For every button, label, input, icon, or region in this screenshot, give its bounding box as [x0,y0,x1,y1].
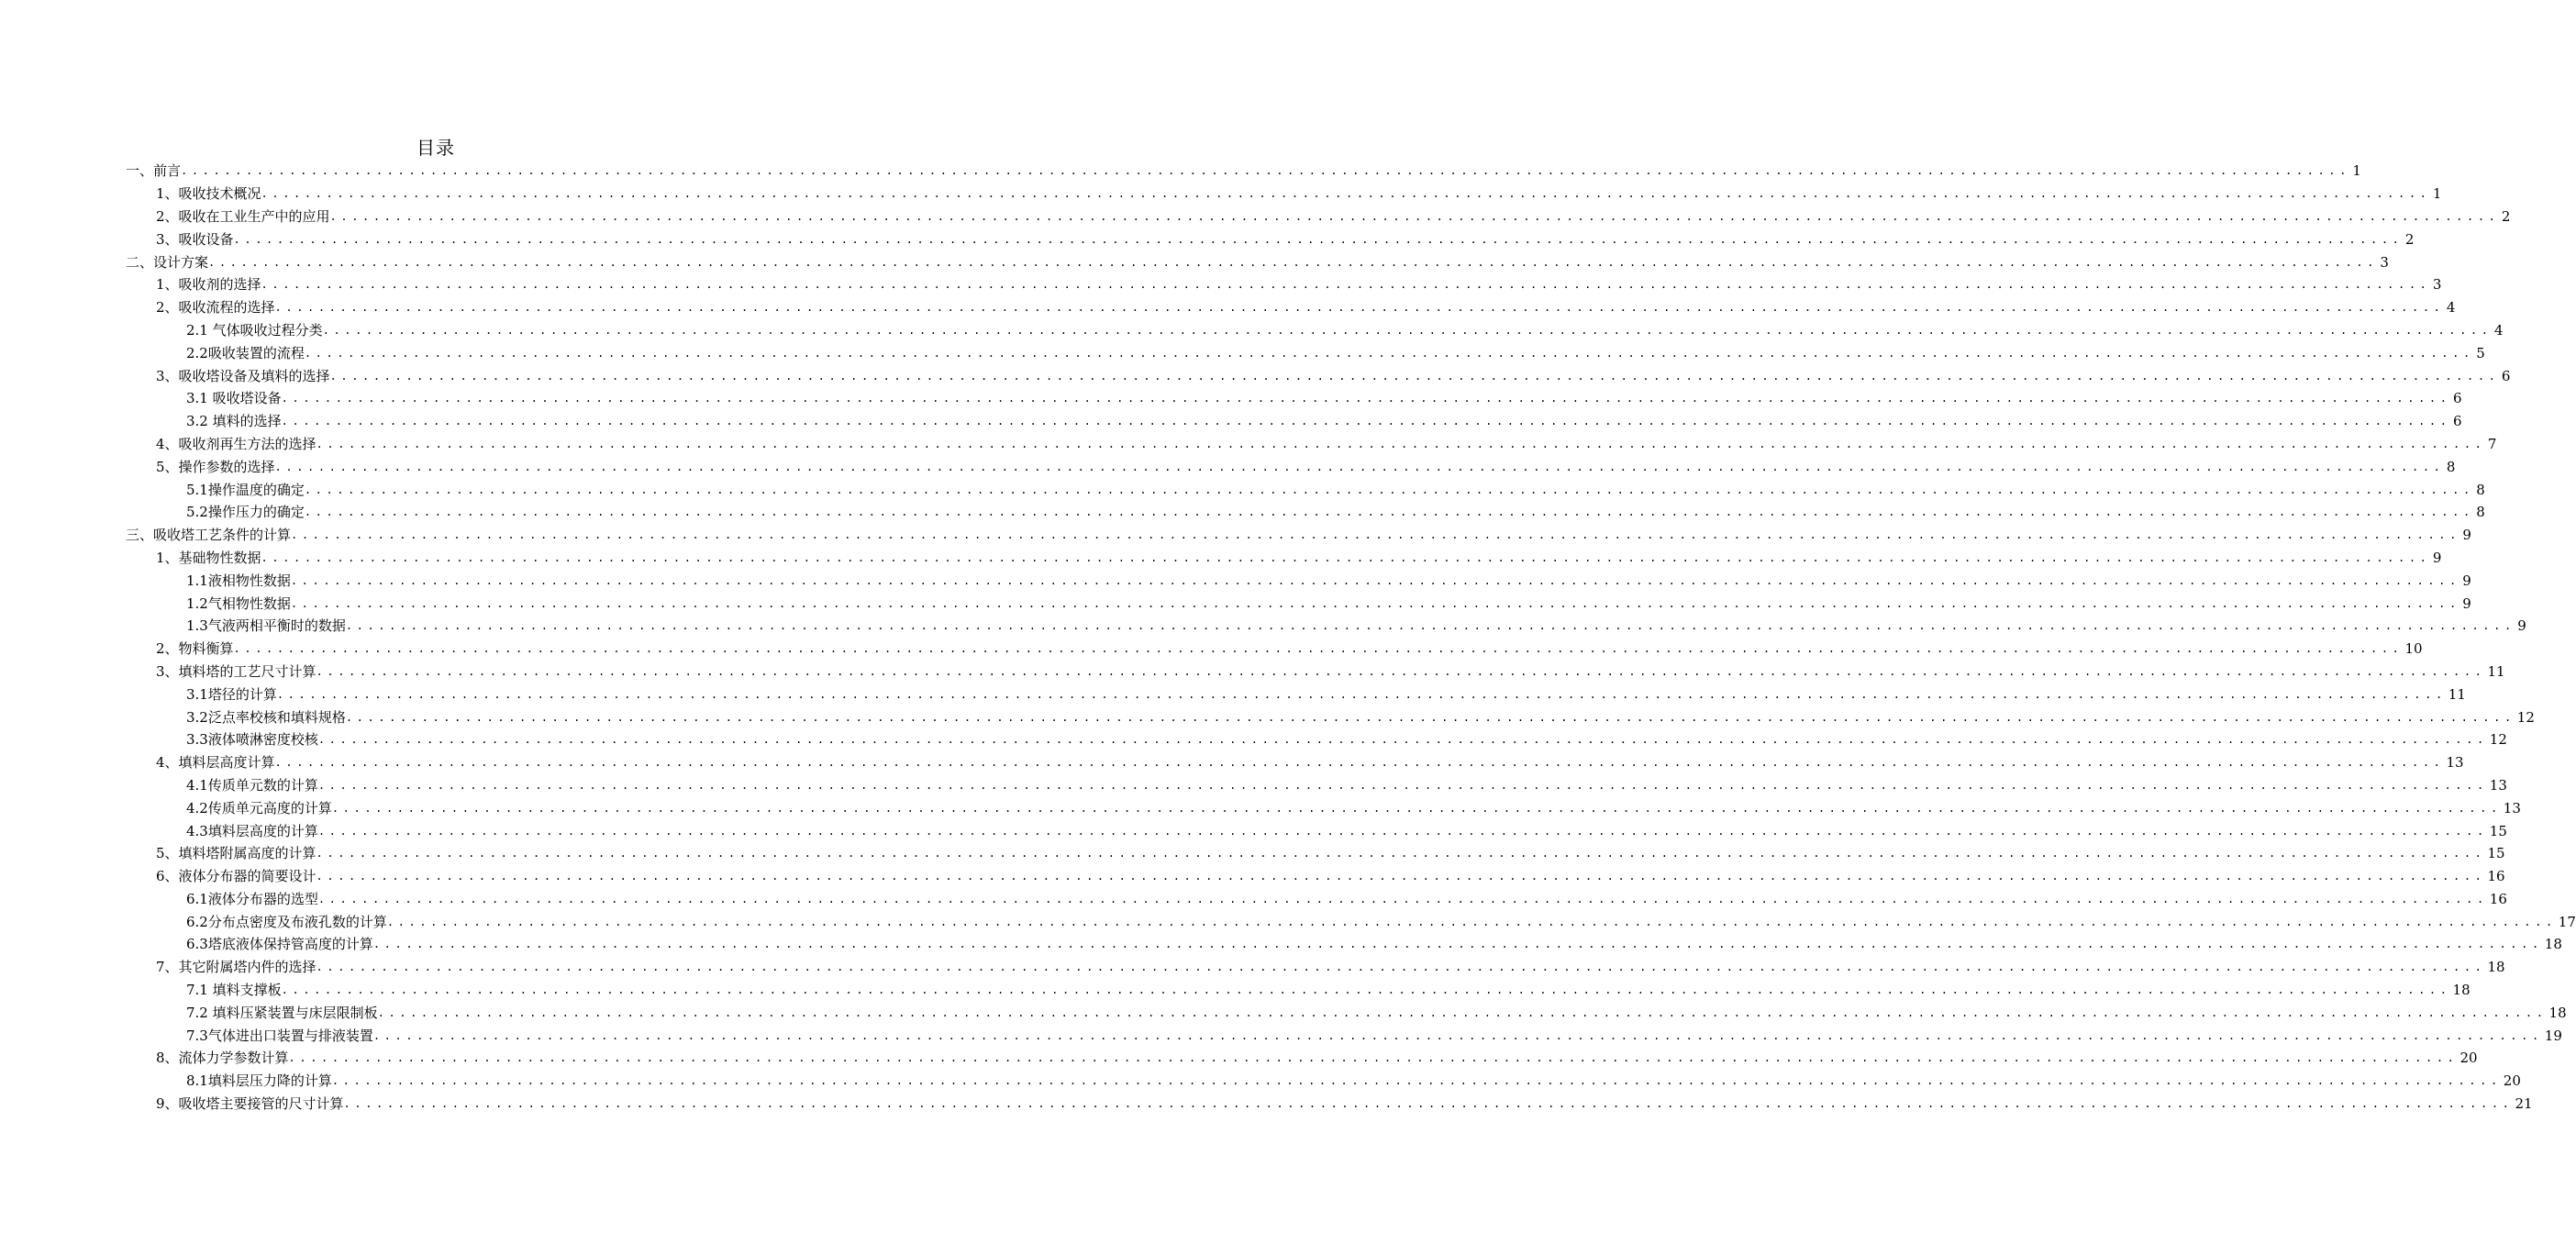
toc-dot-leader: ........................................................................................................................................................................................................ [291,528,2460,542]
toc-dot-leader: ........................................................................................................................................................................................................ [274,460,2445,473]
toc-page-number: 18 [2487,959,2505,976]
toc-entry[interactable] [0,1047,2478,1070]
toc-entry-text: 4.3填料层高度的计算 [186,822,318,839]
toc-dot-leader: ........................................................................................................................................................................................................ [276,687,2447,701]
toc-page-number: 2 [2404,230,2415,248]
toc-entry[interactable] [0,1093,2533,1116]
toc-entry-text: 6.1液体分布器的选型 [186,890,318,907]
toc-dot-leader: ........................................................................................................................................................................................................ [316,847,2486,861]
toc-dot-leader: ........................................................................................................................................................................................................ [281,983,2451,997]
toc-entry[interactable] [0,615,2526,638]
toc-entry-text: 1、吸收技术概况 [156,185,261,203]
toc-entry[interactable] [0,433,2497,456]
toc-page-number: 4 [2494,321,2504,339]
toc-page-number: 11 [2487,662,2505,680]
toc-page-number: 16 [2489,890,2507,907]
toc-entry[interactable] [0,705,2535,728]
toc-dot-leader: ........................................................................................................................................................................................................ [372,938,2543,951]
toc-dot-leader: ........................................................................................................................................................................................................ [261,187,2431,201]
toc-dot-leader: ........................................................................................................................................................................................................ [304,505,2474,519]
toc-dot-leader: ........................................................................................................................................................................................................ [386,915,2557,928]
toc-page-number: 6 [2501,367,2511,384]
toc-page-number: 6 [2453,390,2462,407]
toc-entry[interactable] [0,547,2442,570]
toc-entry[interactable] [0,387,2462,410]
toc-entry[interactable] [0,341,2485,364]
toc-dot-leader: ........................................................................................................................................................................................................ [331,1074,2502,1088]
toc-entry-text: 4.1传质单元数的计算 [186,776,318,794]
toc-entry[interactable] [0,250,2389,273]
toc-entry-text: 4、填料层高度计算 [156,754,275,772]
toc-page-number: 8 [2476,481,2485,498]
toc-dot-leader: ........................................................................................................................................................................................................ [317,778,2488,792]
toc-list [0,160,2576,1115]
toc-entry[interactable] [0,842,2505,865]
toc-entry-text: 2.1 气体吸收过程分类 [186,321,323,339]
toc-entry-text: 3.2 填料的选择 [186,413,282,430]
toc-page-number: 20 [2459,1050,2478,1067]
toc-entry-text: 1.2气相物性数据 [186,594,291,612]
toc-entry[interactable] [0,296,2456,319]
toc-page-number: 1 [2432,185,2442,203]
toc-page-number: 9 [2432,549,2442,566]
toc-page-number: 9 [2462,572,2471,589]
toc-page-number: 13 [2489,776,2507,794]
toc-page-number: 12 [2489,731,2507,749]
toc-entry-text: 1.3气液两相平衡时的数据 [186,617,346,635]
toc-entry[interactable] [0,683,2466,705]
toc-dot-leader: ........................................................................................................................................................................................................ [281,415,2451,428]
toc-entry[interactable] [0,524,2471,547]
toc-dot-leader: ........................................................................................................................................................................................................ [317,824,2488,838]
toc-dot-leader: ........................................................................................................................................................................................................ [233,642,2404,656]
toc-dot-leader: ........................................................................................................................................................................................................ [343,1097,2514,1111]
toc-entry-text: 2.2吸收装置的流程 [186,344,305,361]
toc-entry-text: 4.2传质单元高度的计算 [186,799,332,816]
toc-page-number: 3 [2380,253,2389,271]
toc-page-number: 12 [2516,708,2535,726]
toc-entry-text: 3、吸收塔设备及填料的选择 [156,367,330,384]
toc-entry[interactable] [0,956,2505,979]
toc-entry[interactable] [0,728,2507,751]
toc-dot-leader: ........................................................................................................................................................................................................ [316,961,2486,974]
toc-entry-text: 6.3塔底液体保持管高度的计算 [186,936,373,953]
toc-entry-text: 5、操作参数的选择 [156,458,275,475]
toc-entry[interactable] [0,592,2471,615]
toc-entry-text: 1、基础物性数据 [156,549,261,566]
toc-entry-text: 三、吸收塔工艺条件的计算 [126,527,292,544]
toc-dot-leader: ........................................................................................................................................................................................................ [304,346,2474,360]
toc-page-number: 5 [2476,344,2485,361]
toc-entry[interactable] [0,819,2507,842]
toc-entry[interactable] [0,638,2423,661]
toc-entry-text: 3、吸收设备 [156,230,234,248]
toc-dot-leader: ........................................................................................................................................................................................................ [288,1051,2459,1065]
toc-page-number: 2 [2501,207,2511,225]
toc-page-number: 7 [2487,435,2497,452]
toc-page-number: 18 [2544,936,2562,953]
toc-entry[interactable] [0,183,2442,206]
toc-page-number: 15 [2489,822,2507,839]
toc-entry[interactable] [0,160,2361,183]
toc-entry-text: 7.2 填料压紧装置与床层限制板 [186,1004,378,1021]
toc-entry-text: 4、吸收剂再生方法的选择 [156,435,316,452]
toc-entry[interactable] [0,774,2507,797]
toc-page-number: 18 [2452,982,2471,999]
toc-dot-leader: ........................................................................................................................................................................................................ [261,278,2431,292]
toc-page-number: 17 [2558,913,2576,930]
toc-dot-leader: ........................................................................................................................................................................................................ [290,596,2460,610]
toc-entry-text: 一、前言 [126,162,182,180]
toc-page-number: 6 [2453,413,2462,430]
toc-page-number: 16 [2487,868,2505,885]
toc-entry[interactable] [0,1001,2567,1024]
toc-entry[interactable] [0,1070,2521,1093]
toc-entry-text: 9、吸收塔主要接管的尺寸计算 [156,1095,344,1113]
toc-dot-leader: ........................................................................................................................................................................................................ [274,301,2445,315]
toc-entry-text: 5、填料塔附属高度的计算 [156,845,316,862]
toc-entry-text: 7.3气体进出口装置与排液装置 [186,1027,373,1044]
toc-entry-text: 3.1 吸收塔设备 [186,390,282,407]
toc-page-number: 9 [2517,617,2526,635]
toc-entry[interactable] [0,273,2442,296]
toc-dot-leader: ........................................................................................................................................................................................................ [261,550,2431,564]
toc-entry-text: 3.1塔径的计算 [186,685,277,703]
toc-dot-leader: ........................................................................................................................................................................................................ [331,801,2502,815]
toc-entry-text: 1.1液相物性数据 [186,572,291,589]
toc-entry-text: 2、吸收流程的选择 [156,299,275,317]
toc-entry[interactable] [0,888,2507,911]
toc-page-number: 13 [2503,799,2521,816]
toc-entry-text: 3.2泛点率校核和填料规格 [186,708,346,726]
toc-entry[interactable] [0,410,2462,433]
toc-dot-leader: ........................................................................................................................................................................................................ [322,323,2493,337]
toc-entry[interactable] [0,569,2471,592]
toc-dot-leader: ........................................................................................................................................................................................................ [281,392,2451,405]
toc-dot-leader: ........................................................................................................................................................................................................ [274,756,2445,770]
toc-dot-leader: ........................................................................................................................................................................................................ [316,664,2486,678]
toc-entry[interactable] [0,455,2456,478]
toc-page-number: 8 [2446,458,2456,475]
toc-page-number: 20 [2503,1072,2521,1090]
toc-dot-leader: ........................................................................................................................................................................................................ [372,1028,2543,1042]
toc-dot-leader: ........................................................................................................................................................................................................ [329,209,2500,223]
toc-dot-leader: ........................................................................................................................................................................................................ [329,369,2500,383]
toc-dot-leader: ........................................................................................................................................................................................................ [233,232,2404,246]
toc-page-number: 1 [2352,162,2361,180]
toc-page-number: 13 [2446,754,2464,772]
toc-page-number: 9 [2462,527,2471,544]
toc-entry[interactable] [0,501,2485,524]
toc-page-number: 4 [2446,299,2456,317]
toc-entry-text: 8、流体力学参数计算 [156,1050,289,1067]
toc-entry[interactable] [0,979,2471,1002]
toc-entry[interactable] [0,865,2505,888]
toc-page-number: 9 [2462,594,2471,612]
toc-dot-leader: ........................................................................................................................................................................................................ [316,870,2486,883]
toc-entry[interactable] [0,319,2504,342]
toc-dot-leader: ........................................................................................................................................................................................................ [345,710,2515,724]
toc-entry-text: 2、吸收在工业生产中的应用 [156,207,330,225]
toc-dot-leader: ........................................................................................................................................................................................................ [317,892,2488,905]
toc-entry-text: 二、设计方案 [126,253,209,271]
toc-entry-text: 7、其它附属塔内件的选择 [156,959,316,976]
toc-page-number: 11 [2448,685,2466,703]
toc-dot-leader: ........................................................................................................................................................................................................ [377,1005,2548,1019]
toc-entry[interactable] [0,751,2464,774]
toc-entry-text: 8.1填料层压力降的计算 [186,1072,332,1090]
toc-entry-text: 2、物料衡算 [156,640,234,658]
toc-dot-leader: ........................................................................................................................................................................................................ [345,619,2515,633]
toc-entry[interactable] [0,478,2485,501]
toc-page-number: 10 [2404,640,2423,658]
toc-page-number: 19 [2544,1027,2562,1044]
toc-entry-text: 3、填料塔的工艺尺寸计算 [156,662,316,680]
toc-title: 目录 [416,137,455,159]
toc-page-number: 18 [2548,1004,2567,1021]
toc-entry[interactable] [0,228,2415,250]
toc-entry-text: 3.3液体喷淋密度校核 [186,731,318,749]
toc-dot-leader: ........................................................................................................................................................................................................ [181,164,2350,178]
toc-entry[interactable] [0,1024,2562,1047]
toc-page-number: 8 [2476,504,2485,521]
toc-dot-leader: ........................................................................................................................................................................................................ [290,573,2460,587]
toc-dot-leader: ........................................................................................................................................................................................................ [304,483,2474,496]
toc-entry[interactable] [0,796,2521,819]
toc-dot-leader: ........................................................................................................................................................................................................ [317,733,2488,747]
toc-entry-text: 5.1操作温度的确定 [186,481,305,498]
toc-page-number: 3 [2432,276,2442,294]
toc-entry-text: 6、液体分布器的简要设计 [156,868,316,885]
toc-entry[interactable] [0,206,2511,228]
toc-entry[interactable] [0,933,2562,956]
toc-entry[interactable] [0,910,2576,933]
toc-entry[interactable] [0,661,2505,683]
toc-dot-leader: ........................................................................................................................................................................................................ [316,437,2486,450]
toc-page-number: 15 [2487,845,2505,862]
toc-page-number: 21 [2515,1095,2533,1113]
toc-dot-leader: ........................................................................................................................................................................................................ [208,255,2378,269]
toc-entry[interactable] [0,364,2511,387]
toc-entry-text: 6.2分布点密度及布液孔数的计算 [186,913,387,930]
toc-entry-text: 1、吸收剂的选择 [156,276,261,294]
toc-entry-text: 5.2操作压力的确定 [186,504,305,521]
toc-entry-text: 7.1 填料支撑板 [186,982,282,999]
